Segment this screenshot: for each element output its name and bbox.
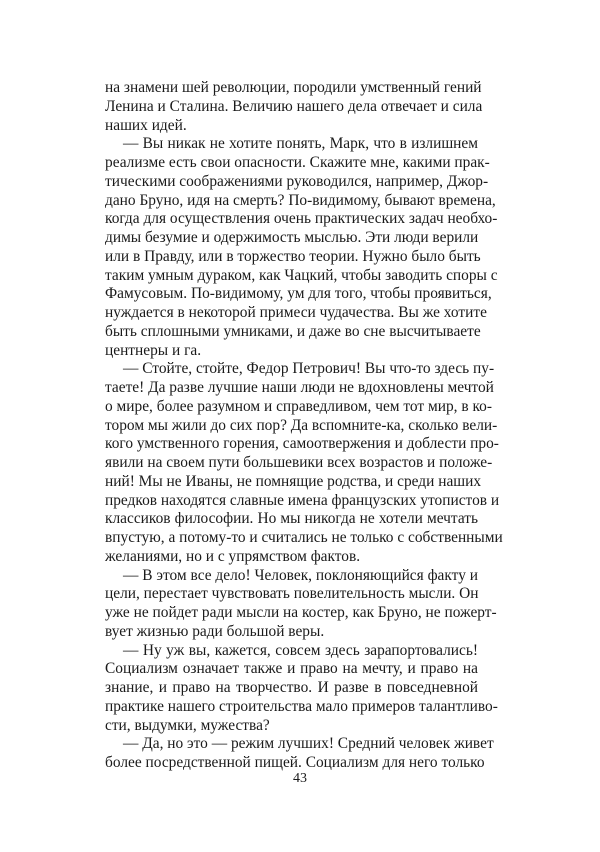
text-line: Фамусовым. По-видимому, ум для того, чтобы проявиться, bbox=[105, 285, 492, 303]
text-line: вует жизнью ради большой веры. bbox=[105, 622, 325, 640]
text-line: дано Бруно, идя на смерть? По-видимому, бывают времена, bbox=[105, 191, 496, 209]
text-line: впустую, а потому-то и считались не только с собственными bbox=[105, 529, 503, 546]
text-line: предков находятся славные имена французских утопистов и bbox=[105, 491, 500, 509]
text-line: тором мы жили до сих пор? Да вспомните-ка, сколько вели- bbox=[105, 416, 498, 434]
text-line: таким умным дураком, как Чацкий, чтобы заводить споры с bbox=[105, 266, 498, 284]
text-line: быть сплошными умниками, и даже во сне высчитываете bbox=[105, 322, 481, 340]
text-line: когда для осуществления очень практических задач необхо- bbox=[105, 210, 498, 228]
text-line: центнеры и га. bbox=[105, 341, 202, 359]
text-line: о мире, более разумном и справедливом, чем тот мир, в ко- bbox=[105, 397, 492, 415]
text-line: уже не пойдет ради мысли на костер, как Бруно, не пожерт- bbox=[105, 604, 497, 621]
text-line: — В этом все дело! Человек, поклоняющийся факту и bbox=[123, 566, 478, 584]
text-line: — Стойте, стойте, Федор Петрович! Вы что-то здесь пу- bbox=[123, 360, 495, 378]
text-line: — Да, но это — режим лучших! Средний человек живет bbox=[123, 735, 494, 753]
text-line: или в Правду, или в торжество теории. Нужно было быть bbox=[105, 247, 481, 265]
text-line: классиков философии. Но мы никогда не хотели мечтать bbox=[105, 510, 478, 528]
text-line: таете! Да разве лучшие наши люди не вдохновлены мечтой bbox=[105, 379, 494, 396]
text-line: более посредственной пищей. Социализм для него только bbox=[105, 754, 485, 771]
text-line: практике нашего строительства мало примеров талантливо- bbox=[105, 697, 498, 715]
text-line: реализме есть свои опасности. Скажите мне, какими прак- bbox=[105, 154, 490, 171]
text-line: — Вы никак не хотите понять, Марк, что в излишнем bbox=[123, 135, 478, 153]
text-line: наших идей. bbox=[105, 116, 187, 134]
page-number: 43 bbox=[293, 771, 307, 786]
text-line: димы безумие и одержимость мыслью. Эти люди верили bbox=[105, 229, 479, 246]
text-line: знание, и право на творчество. И разве в повседневной bbox=[105, 679, 478, 696]
text-line: цели, перестает чувствовать повелительность мысли. Он bbox=[105, 585, 479, 603]
text-line: тическими соображениями руководился, например, Джор- bbox=[105, 172, 489, 190]
text-line: на знамени шей революции, породили умственный гений bbox=[105, 79, 482, 96]
text-line: явили на своем пути большевики всех возрастов и положе- bbox=[105, 454, 493, 471]
text-line: ний! Мы не Иваны, не помнящие родства, и среди наших bbox=[105, 472, 482, 490]
text-line: сти, выдумки, мужества? bbox=[105, 716, 270, 734]
text-line: кого умственного горения, самоотвержения и доблести про- bbox=[105, 435, 499, 453]
text-line: Социализм означает также и право на мечту, и право на bbox=[105, 660, 478, 678]
text-line: нуждается в некоторой примеси чудачества. Вы же хотите bbox=[105, 304, 487, 321]
text-line: желаниями, но и с упрямством фактов. bbox=[105, 547, 361, 565]
text-line: Ленина и Сталина. Величию нашего дела отвечает и сила bbox=[105, 97, 483, 115]
text-line: — Ну уж вы, кажется, совсем здесь зарапортовались! bbox=[123, 641, 478, 659]
body-text bbox=[105, 79, 503, 773]
